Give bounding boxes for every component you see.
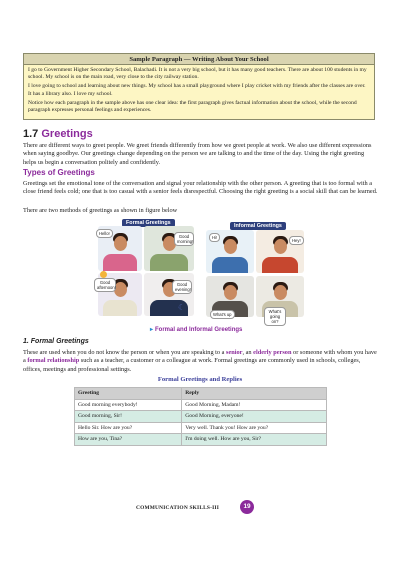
greetings-figure [92,218,308,324]
sample-paragraph-3: Notice how each paragraph in the sample above has one clear idea: the first paragraph gives factual information about the school, while the second paragraph expresses personal feelings and experiences. [28,99,357,114]
cell-reply: Good Morning, everyone! [182,411,327,423]
cell-greeting: Hello Sir. How are you? [75,422,182,434]
sample-paragraph-1: I go to Government Higher Secondary School, Balachadi. It is not a very big school, but it has many good teachers. There are about 100 students in my school. My school is on the main road, very close to the city railway station. [28,67,367,81]
sun-icon [100,271,107,278]
table-row [75,399,327,411]
bubble-hey: Hey! [289,236,304,245]
cell-reply: I'm doing well. How are you, Sir? [182,434,327,446]
table-title: Formal Greetings and Replies [157,376,243,383]
formal-text-1: These are used when you do not know the person or when you are speaking to a [23,349,227,356]
cell-reply: Very well. Thank you! How are you? [182,422,327,434]
header-greeting: Greeting [75,388,182,400]
keyword-senior: senior [226,349,243,356]
formal-greetings-tag: Formal Greetings [122,219,175,227]
bubble-whats-going-on: What's going on? [264,307,286,326]
caption-triangle-icon: ▸ [150,327,154,333]
bubble-hi: Hi! [209,233,220,242]
types-lead: There are two methods of greetings as shown in figure below [23,207,178,214]
types-paragraph: Greetings set the emotional tone of the conversation and signal your relationship with the other person. A greeting that is too formal with a close friend feels cold; one that is too casual with a senior feels disrespectful. Choosing the right greeting is a social skill that can be learned. [23,180,378,196]
cell-greeting: How are you, Tina? [75,434,182,446]
moon-icon: ☾ [178,303,186,312]
section-title: Greetings [41,128,93,140]
footer-label: COMMUNICATION SKILLS-III [136,505,220,511]
types-heading: Types of Greetings [23,168,95,177]
keyword-elderly-person: elderly person [253,349,292,356]
section-heading [23,128,93,140]
formal-text-4: such as a teacher, a customer or a colleague at work. Formal greetings are commonly used in schools, colleges, offices, meetings and professional settings. [23,357,361,373]
cell-greeting: Good morning everybody! [75,399,182,411]
table-row [75,411,327,423]
bubble-hello: Hello! [96,229,113,238]
figure-caption-text: Formal and Informal Greetings [155,327,243,333]
keyword-formal-relationship: formal relationship [27,357,80,365]
informal-greetings-tag: Informal Greetings [230,222,286,230]
greetings-table [74,387,327,446]
cell-greeting: Good morning, Sir! [75,411,182,423]
page-number: 19 [240,500,254,514]
cell-reply: Good Morning, Madam! [182,399,327,411]
header-reply: Reply [182,388,327,400]
formal-text-3: or someone with whom you have a [23,349,377,365]
bubble-good-evening: Good evening! [172,280,192,294]
table-header-row [75,388,327,400]
formal-greetings-heading: 1. Formal Greetings [23,338,89,345]
sample-paragraph-title: Sample Paragraph — Writing About Your School [24,54,374,65]
intro-paragraph: There are different ways to greet people. We greet friends differently from how we greet people at work. We also use different expressions when saying goodbye. Our greetings change depending on the person we are talking to and the time of the day. Using the right greeting helps us begin a conversation politely and confidently. [23,142,372,166]
table-row [75,434,327,446]
sample-paragraph-box [23,53,375,120]
bubble-good-afternoon: Good afternoon! [94,278,116,292]
bubble-whats-up: What's up [210,310,235,319]
formal-greetings-paragraph [23,349,378,374]
bubble-good-morning: Good morning! [174,232,194,246]
table-row [75,422,327,434]
sample-paragraph-2: I love going to school and learning about new things. My school has a small playground where I play cricket with my friends after the classes are over. It has a library also. I love my school. [28,83,366,97]
section-number: 1.7 [23,128,39,140]
figure-caption [150,326,242,333]
formal-text-2: , an [242,349,254,356]
